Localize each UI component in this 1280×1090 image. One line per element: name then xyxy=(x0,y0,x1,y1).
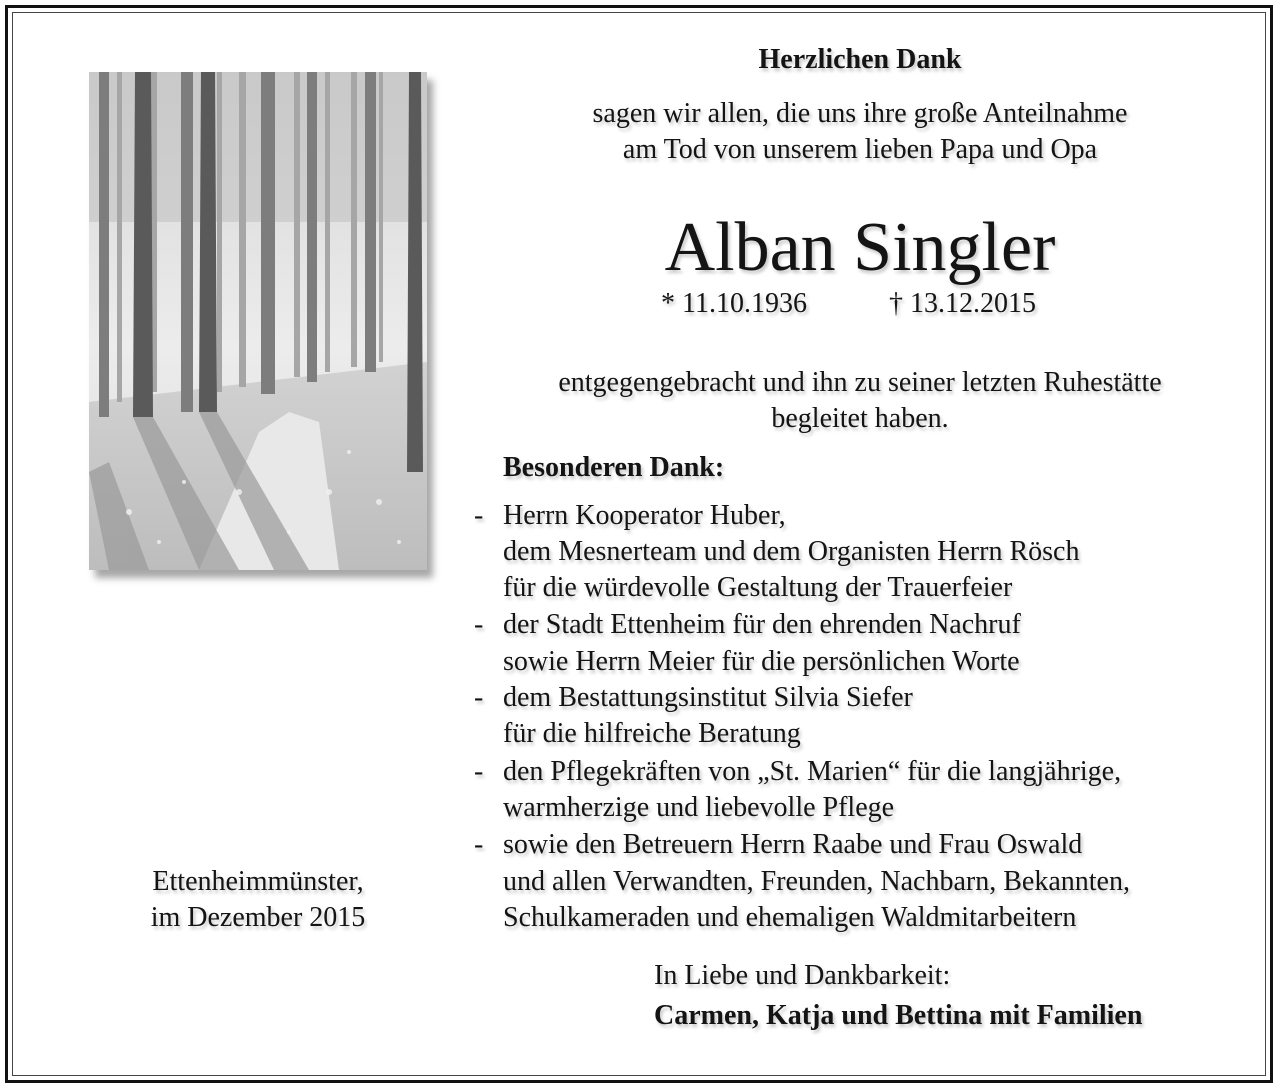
thanks-1-line-1: Herrn Kooperator Huber, xyxy=(503,500,786,531)
thanks-5-line-3: Schulkameraden und ehemaligen Waldmitarbeitern xyxy=(503,902,1077,933)
thanks-3-line-2: für die hilfreiche Beratung xyxy=(503,718,801,749)
deceased-name: Alban Singler xyxy=(664,209,1056,286)
death-date: † 13.12.2015 xyxy=(889,288,1036,319)
thanks-4-line-2: warmherzige und liebevolle Pflege xyxy=(503,792,895,823)
thanks-4-line-1: den Pflegekräften von „St. Marien“ für die langjährige, xyxy=(503,756,1122,787)
after-line-2: begleitet haben. xyxy=(771,403,949,434)
intro-line-1: sagen wir allen, die uns ihre große Anteilnahme xyxy=(592,98,1128,129)
after-line-1: entgegengebracht und ihn zu seiner letzten Ruhestätte xyxy=(558,367,1162,398)
thanks-1-line-3: für die würdevolle Gestaltung der Trauerfeier xyxy=(503,572,1013,603)
place-line-1: Ettenheimmünster, xyxy=(152,866,364,897)
thanks-3-line-1: dem Bestattungsinstitut Silvia Siefer xyxy=(503,682,913,713)
thanks-dash-2: - xyxy=(474,609,484,640)
closing-line: In Liebe und Dankbarkeit: xyxy=(654,960,951,991)
thanks-1-line-2: dem Mesnerteam und dem Organisten Herrn Rösch xyxy=(503,536,1080,567)
intro-line-2: am Tod von unserem lieben Papa und Opa xyxy=(622,134,1098,165)
thanks-dash-1: - xyxy=(474,500,484,531)
forest-photo xyxy=(89,72,427,570)
birth-date: * 11.10.1936 xyxy=(661,288,807,319)
thanks-5-line-2: und allen Verwandten, Freunden, Nachbarn, Bekannten, xyxy=(503,866,1130,897)
thanks-dash-3: - xyxy=(474,682,484,713)
thanks-dash-5: - xyxy=(474,829,484,860)
heading-thanks: Herzlichen Dank xyxy=(758,44,962,75)
thanks-2-line-1: der Stadt Ettenheim für den ehrenden Nachruf xyxy=(503,609,1021,640)
special-thanks-heading: Besonderen Dank: xyxy=(503,452,725,483)
thanks-2-line-2: sowie Herrn Meier für die persönlichen Worte xyxy=(503,646,1020,677)
thanks-5-line-1: sowie den Betreuern Herrn Raabe und Frau Oswald xyxy=(503,829,1083,860)
signatories: Carmen, Katja und Bettina mit Familien xyxy=(654,1000,1143,1031)
place-line-2: im Dezember 2015 xyxy=(150,902,366,933)
forest-illustration xyxy=(89,72,427,570)
thanks-dash-4: - xyxy=(474,756,484,787)
